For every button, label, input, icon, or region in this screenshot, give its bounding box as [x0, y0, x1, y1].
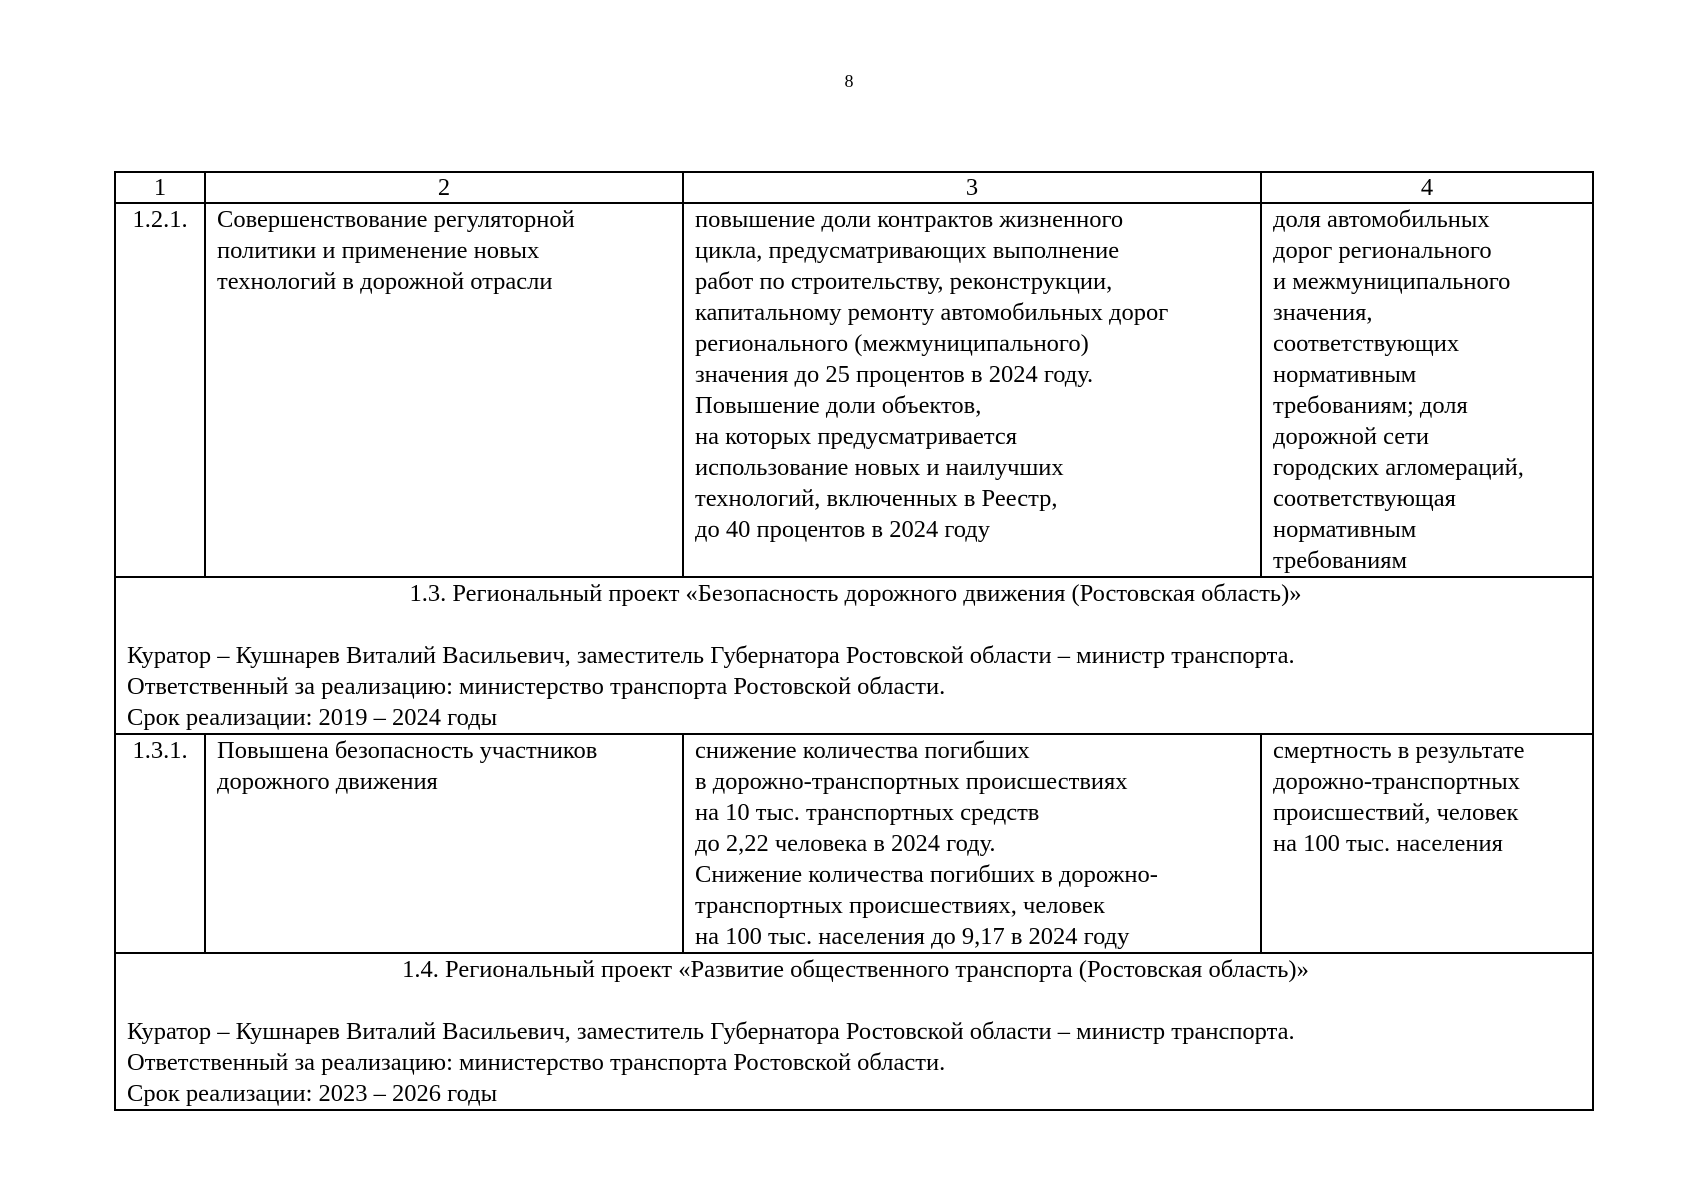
text-line: дорог регионального — [1273, 237, 1492, 264]
header-col-2: 2 — [205, 172, 683, 203]
text-line: использование новых и наилучших — [695, 454, 1064, 481]
curator-line: Куратор – Кушнарев Виталий Васильевич, заместитель Губернатора Ростовской области – министр транспорта. — [127, 1018, 1295, 1045]
table-row-1-3-1 — [115, 734, 1593, 953]
text-line: работ по строительству, реконструкции, — [695, 268, 1113, 295]
result-description-cell — [683, 203, 1261, 577]
header-col-4: 4 — [1261, 172, 1593, 203]
row-number: 1.2.1. — [115, 203, 205, 577]
page-number: 8 — [844, 71, 854, 91]
text-line: технологий, включенных в Реестр, — [695, 485, 1058, 512]
text-line: дорожного движения — [217, 768, 438, 795]
text-line: Совершенствование регуляторной — [217, 206, 575, 233]
text-line: дорожной сети — [1273, 423, 1429, 450]
text-line: политики и применение новых — [217, 237, 540, 264]
responsible-line: Ответственный за реализацию: министерство транспорта Ростовской области. — [127, 1049, 946, 1076]
task-name-cell — [205, 203, 683, 577]
section-title: 1.4. Региональный проект «Развитие общественного транспорта (Ростовская область)» — [402, 956, 1309, 983]
text-line: на 10 тыс. транспортных средств — [695, 799, 1040, 826]
text-line: Повышение доли объектов, — [695, 392, 982, 419]
text-line: Снижение количества погибших в дорожно- — [695, 861, 1158, 888]
table-row-1-2-1 — [115, 203, 1593, 577]
text-line: значения до 25 процентов в 2024 году. — [695, 361, 1094, 388]
text-line: Повышена безопасность участников — [217, 737, 598, 764]
text-line: соответствующая — [1273, 485, 1456, 512]
project-section-cell — [115, 577, 1593, 734]
text-line: в дорожно-транспортных происшествиях — [695, 768, 1128, 795]
section-row-1-4 — [115, 953, 1593, 1110]
responsible-line: Ответственный за реализацию: министерство транспорта Ростовской области. — [127, 673, 946, 700]
text-line: происшествий, человек — [1273, 799, 1519, 826]
table-header-row — [115, 172, 1593, 203]
section-row-1-3 — [115, 577, 1593, 734]
measures-table — [114, 171, 1594, 1111]
text-line: доля автомобильных — [1273, 206, 1490, 233]
text-line: нормативным — [1273, 361, 1417, 388]
result-description-cell — [683, 734, 1261, 953]
term-line: Срок реализации: 2023 – 2026 годы — [127, 1080, 498, 1107]
text-line: и межмуниципального — [1273, 268, 1511, 295]
text-line: смертность в результате — [1273, 737, 1525, 764]
indicator-cell — [1261, 203, 1593, 577]
text-line: цикла, предусматривающих выполнение — [695, 237, 1120, 264]
text-line: до 40 процентов в 2024 году — [695, 516, 991, 543]
section-title: 1.3. Региональный проект «Безопасность дорожного движения (Ростовская область)» — [409, 580, 1302, 607]
text-line: на которых предусматривается — [695, 423, 1018, 450]
text-line: нормативным — [1273, 516, 1417, 543]
text-line: на 100 тыс. населения до 9,17 в 2024 году — [695, 923, 1130, 950]
text-line: требованиям; доля — [1273, 392, 1468, 419]
text-line: на 100 тыс. населения — [1273, 830, 1503, 857]
text-line: дорожно-транспортных — [1273, 768, 1520, 795]
task-name-cell — [205, 734, 683, 953]
text-line: снижение количества погибших — [695, 737, 1030, 764]
indicator-cell — [1261, 734, 1593, 953]
text-line: регионального (межмуниципального) — [695, 330, 1089, 357]
project-section-cell — [115, 953, 1593, 1110]
text-line: соответствующих — [1273, 330, 1460, 357]
text-line: технологий в дорожной отрасли — [217, 268, 553, 295]
text-line: значения, — [1273, 299, 1373, 326]
text-line: капитальному ремонту автомобильных дорог — [695, 299, 1169, 326]
text-line: повышение доли контрактов жизненного — [695, 206, 1124, 233]
text-line: до 2,22 человека в 2024 году. — [695, 830, 996, 857]
text-line: транспортных происшествиях, человек — [695, 892, 1105, 919]
header-col-3: 3 — [683, 172, 1261, 203]
text-line: требованиям — [1273, 547, 1407, 574]
term-line: Срок реализации: 2019 – 2024 годы — [127, 704, 498, 731]
curator-line: Куратор – Кушнарев Виталий Васильевич, заместитель Губернатора Ростовской области – министр транспорта. — [127, 642, 1295, 669]
text-line: городских агломераций, — [1273, 454, 1524, 481]
row-number: 1.3.1. — [115, 734, 205, 953]
header-col-1: 1 — [115, 172, 205, 203]
